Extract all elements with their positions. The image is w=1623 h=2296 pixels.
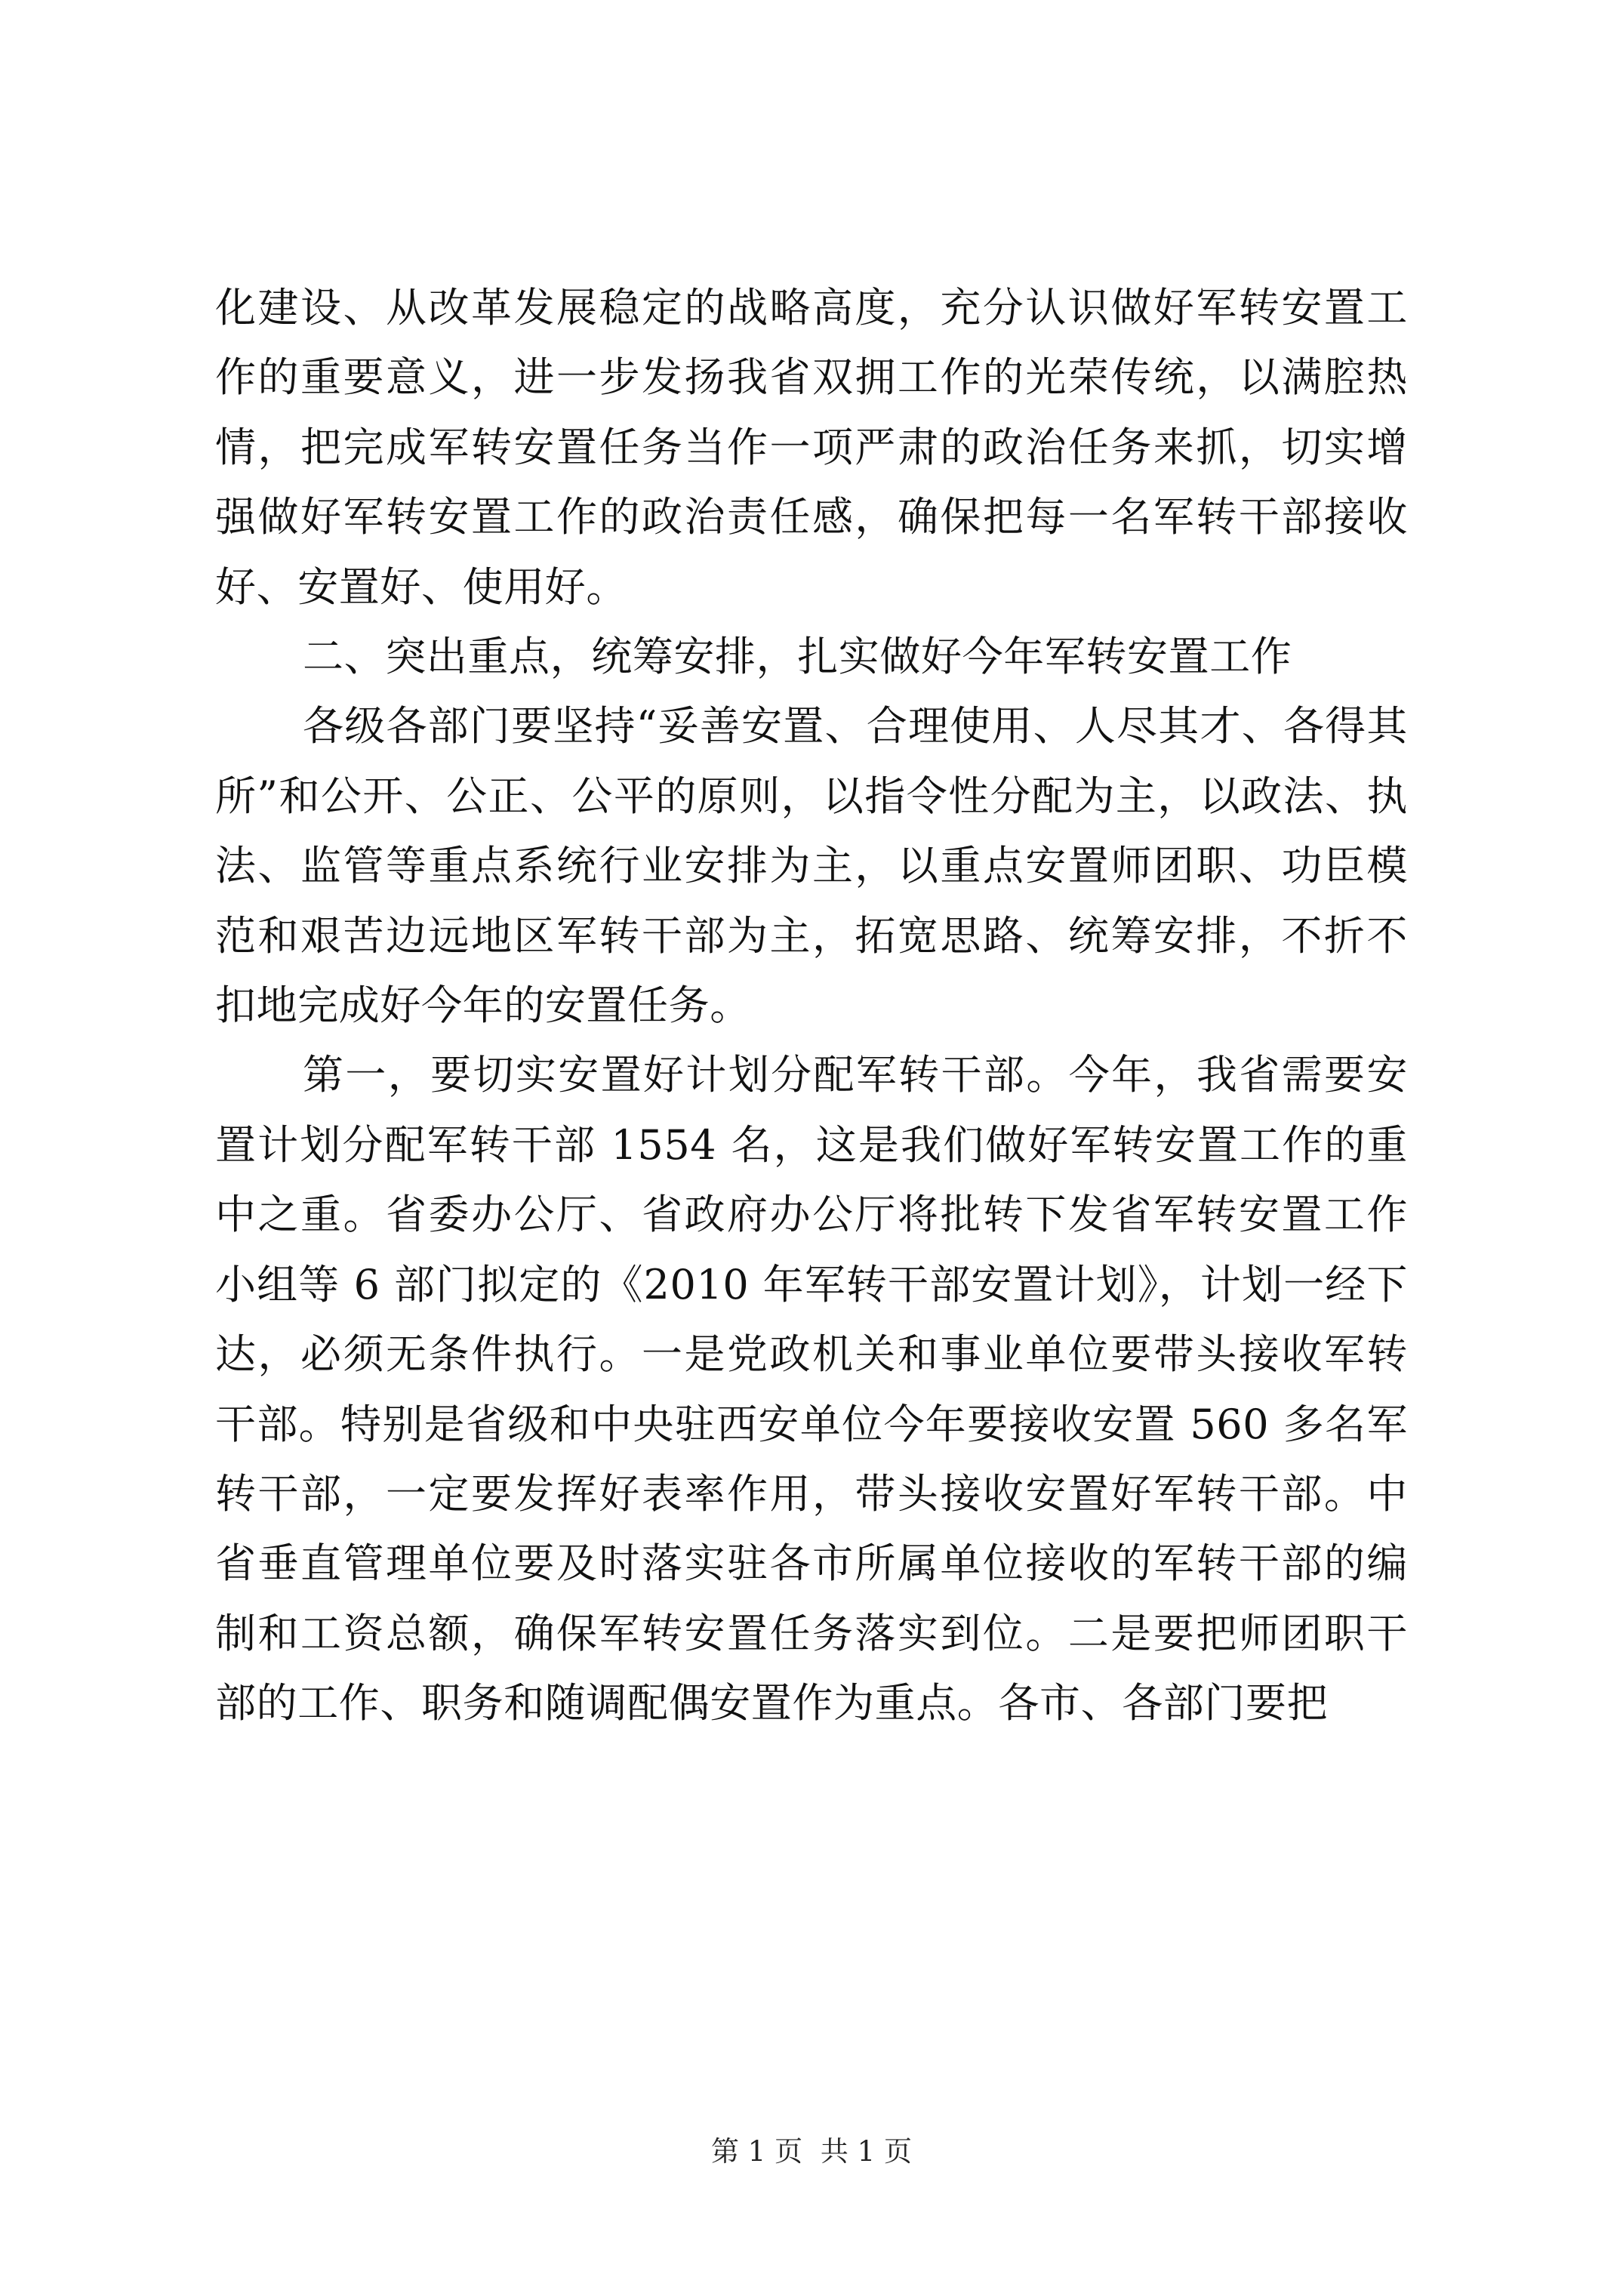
page-total: 共 1 页 (820, 2135, 912, 2168)
document-body (215, 273, 1408, 1739)
page-footer (0, 2135, 1623, 2168)
page-number: 第 1 页 (711, 2135, 803, 2168)
paragraph-continuation: 化建设、从改革发展稳定的战略高度，充分认识做好军转安置工作的重要意义，进一步发扬我省双拥工作的光荣传统，以满腔热情，把完成军转安置任务当作一项严肃的政治任务来抓，切实增强做好军转安置工作的政治责任感，确保把每一名军转干部接收好、安置好、使用好。 (215, 284, 1408, 611)
section-heading: 二、突出重点，统筹安排，扎实做好今年军转安置工作 (303, 633, 1292, 681)
paragraph-principles: 各级各部门要坚持“妥善安置、合理使用、人尽其才、各得其所”和公开、公正、公平的原则，以指令性分配为主，以政法、执法、监管等重点系统行业安排为主，以重点安置师团职、功臣模范和艰苦边远地区军转干部为主，拓宽思路、统筹安排，不折不扣地完成好今年的安置任务。 (215, 702, 1408, 1030)
paragraph-first-point: 第一，要切实安置好计划分配军转干部。今年，我省需要安置计划分配军转干部 1554 名，这是我们做好军转安置工作的重中之重。省委办公厅、省政府办公厅将批转下发省军转安置工作小组等 6 部门拟定的《2010 年军转干部安置计划》，计划一经下达，必须无条件执行。一是党政机关和事业单位要带头接收军转干部。特别是省级和中央驻西安单位今年要接收安置 560 多名军转干部，一定要发挥好表率作用，带头接收安置好军转干部。中省垂直管理单位要及时落实驻各市所属单位接收的军转干部的编制和工资总额，确保军转安置任务落实到位。二是要把师团职干部的工作、职务和随调配偶安置作为重点。各市、各部门要把 (215, 1051, 1408, 1727)
